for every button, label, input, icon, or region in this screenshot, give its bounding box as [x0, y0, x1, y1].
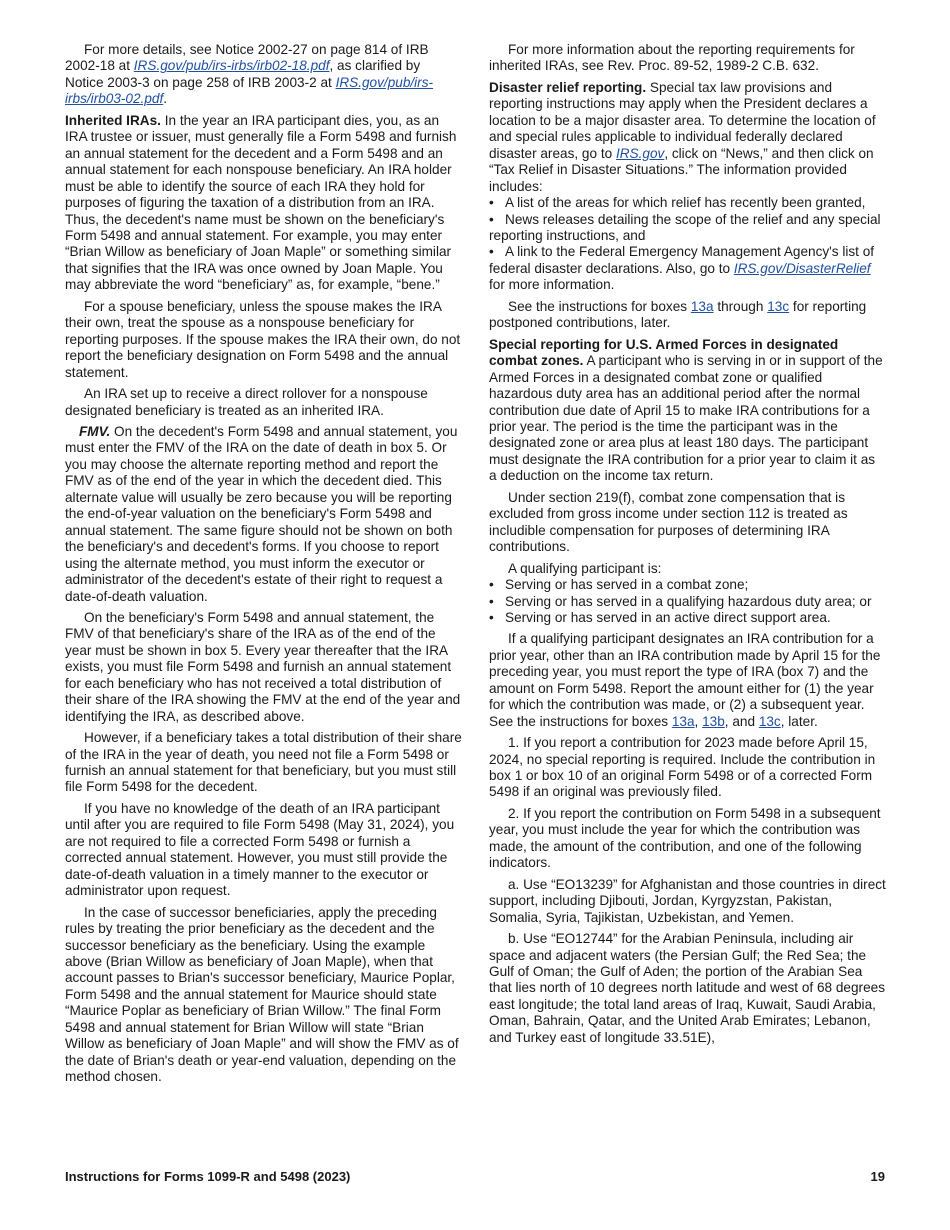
bullet-icon: • [489, 244, 494, 260]
box-13c-link[interactable]: 13c [767, 298, 790, 314]
list-item [489, 244, 886, 293]
bullet-icon: • [489, 609, 494, 625]
bullet-text: Serving or has served in a qualifying hazardous duty area; or [505, 593, 872, 609]
notice-paragraph [65, 42, 462, 108]
list-item [489, 195, 886, 211]
bullet-icon: • [489, 195, 494, 211]
box-13a-link[interactable]: 13a [671, 713, 695, 729]
bullet-text: News releases detailing the scope of the relief and any special reporting instructions, and [489, 211, 881, 243]
list-item [489, 212, 886, 245]
box-13a-link[interactable]: 13a [690, 298, 714, 314]
list-item [489, 577, 886, 593]
list-item [489, 610, 886, 626]
irb02-18-link[interactable]: IRS.gov/pub/irs-irbs/irb02-18.pdf [133, 58, 330, 74]
see-text-a: See the instructions for boxes [508, 298, 691, 314]
footer-title: Instructions for Forms 1099-R and 5498 (2023) [65, 1169, 351, 1184]
rule-1-paragraph: 1. If you report a contribution for 2023 made before April 15, 2024, no special reporting is required. Include the contribution in box 1 or box 10 of an original Form 5498 or of a corrected Form 5498 if an original was previously filed. [489, 735, 876, 800]
indicator-b-paragraph: b. Use “EO12744” for the Arabian Peninsula, including air space and adjacent waters (the Persian Gulf; the Red Sea; the Gulf of Oman; the Gulf of Aden; the portion of the Arabian Sea that lies north of 10 degrees north latitude and west of 68 degrees east longitude; the total land areas of Iraq, Kuwait, Saudi Arabia, Oman, Bahrain, Qatar, and the United Arab Emirates; Lebanon, and Turkey east of longitude 33.51E), [489, 931, 885, 1045]
bullet-icon: • [489, 211, 494, 227]
armed-forces-paragraph [489, 337, 886, 485]
indicator-a-paragraph: a. Use “EO13239” for Afghanistan and those countries in direct support, including Djibouti, Jordan, Kyrgyzstan, Pakistan, Somalia, Syria, Tajikistan, Uzbekistan, and Yemen. [489, 876, 886, 925]
fmv-paragraph [65, 424, 462, 605]
armed-forces-text: A participant who is serving in or in support of the Armed Forces in a designated combat zone or qualified hazardous duty area has an additional period after the normal contribution due date of April 15 to make IRA contributions for a prior year. The period is the time the participant was in the designated zone or area plus at least 180 days. The participant must designate the IRA contribution for a prior year to claim it as a deduction on the income tax return. [489, 353, 883, 484]
bullet-text: A link to the Federal Emergency Management Agency's list of federal disaster declarations. Also, go to [489, 244, 875, 276]
designation-text-d: , later. [780, 713, 818, 729]
inherited-iras-paragraph [65, 113, 462, 294]
inherited-iras-text: In the year an IRA participant dies, you, as an IRA trustee or issuer, must generally file a Form 5498 and furnish an annual statement for the decedent and a Form 5498 and an annual statement for each nonspouse beneficiary. An IRA holder must be able to identify the source of each IRA they hold for purposes of figuring the taxation of a distribution from an IRA. Thus, the decedent's name must be shown on the beneficiary's Form 5498 and annual statement. For example, you may enter “Brian Willow as beneficiary of Joan Maple” or something similar that signifies that the IRA was once owned by Joan Maple. You may abbreviate the word “beneficiary” as, for example, “bene.” [65, 112, 457, 293]
disaster-relief-text-b: , click on “News,” and then click on “Tax Relief in Disaster Situations.” The information provided includes: [489, 145, 874, 194]
disaster-relief-text-a: Special tax law provisions and reporting instructions may apply when the President declares a location to be a major disaster area. To determine the location of and special rules applicable to individual federally declared disaster areas, go to [489, 79, 876, 161]
bullet-icon: • [489, 593, 494, 609]
see-text-b: through [713, 298, 768, 314]
left-column [65, 42, 462, 1091]
successor-beneficiaries-paragraph: In the case of successor beneficiaries, apply the preceding rules by treating the prior beneficiary as the decedent and the successor beneficiary as the beneficiary. Using the example above (Brian Willow as beneficiary of Joan Maple), when that account passes to Brian's successor beneficiary, Maurice Poplar, Form 5498 and the annual statement for Maurice should state “Maurice Poplar as beneficiary of Brian Willow.” The final Form 5498 and annual statement for Brian Willow will state “Brian Willow as beneficiary of Joan Maple” and will show the FMV as of the date of Brian's death or year-end valuation, depending on the method chosen. [65, 904, 459, 1085]
total-distribution-paragraph: However, if a beneficiary takes a total distribution of their share of the IRA in the year of death, you need not file a Form 5498 or furnish an annual statement for that beneficiary, but you must still file Form 5498 for the decedent. [65, 730, 462, 795]
box-13b-link[interactable]: 13b [702, 713, 725, 729]
bullet-text: A list of the areas for which relief has recently been granted, [505, 195, 866, 211]
notice-text-b: , as clarified by Notice 2003-3 on page 258 of IRB 2003-2 at [65, 58, 421, 90]
page-number: 19 [870, 1169, 885, 1184]
notice-text-a: For more details, see Notice 2002-27 on page 814 of IRB 2002-18 at [65, 42, 429, 74]
beneficiary-fmv-paragraph: On the beneficiary's Form 5498 and annual statement, the FMV of that beneficiary's share of the IRA as of the end of the year must be shown in box 5. Every year thereafter that the IRA exists, you must file Form 5498 and furnish an annual statement for each beneficiary who has not received a total distribution of their share of the IRA showing the FMV at the end of the year and identifying the IRA, as described above. [65, 609, 461, 724]
rev-proc-paragraph: For more information about the reporting requirements for inherited IRAs, see Rev. Proc. 89-52, 1989-2 C.B. 632. [489, 42, 855, 74]
disaster-relief-paragraph [489, 80, 886, 195]
direct-rollover-paragraph: An IRA set up to receive a direct rollover for a nonspouse designated beneficiary is treated as an inherited IRA. [65, 386, 428, 418]
see-text-c: for reporting postponed contributions, later. [489, 298, 867, 331]
bullet-text: Serving or has served in a combat zone; [505, 577, 749, 593]
designation-text-a: If a qualifying participant designates an IRA contribution for a prior year, other than an IRA contribution made by April 15 for the preceding year, you must report the type of IRA (box 7) and the amount on Form 5498. Report the amount either for (1) the year for which the contribution was made, or (2) a subsequent year. See the instructions for boxes [489, 631, 881, 729]
fmv-heading: FMV. [79, 423, 111, 439]
bullet-text-end: for more information. [489, 277, 615, 293]
designation-text-b: , [694, 713, 703, 729]
right-column [489, 42, 886, 1051]
inherited-iras-heading: Inherited IRAs. [65, 112, 161, 128]
designation-text-c: , and [724, 713, 759, 729]
armed-forces-heading: Special reporting for U.S. Armed Forces in designated combat zones. [489, 336, 839, 369]
bullet-icon: • [489, 577, 494, 593]
spouse-beneficiary-paragraph: For a spouse beneficiary, unless the spouse makes the IRA their own, treat the spouse as a nonspouse beneficiary for reporting purposes. If the spouse makes the IRA their own, do not report the beneficiary designation on Form 5498 and the annual statement. [65, 298, 461, 380]
disaster-relief-link[interactable]: IRS.gov/DisasterRelief [733, 260, 871, 276]
box-13c-link[interactable]: 13c [758, 713, 781, 729]
list-item [489, 594, 886, 610]
fmv-text: On the decedent's Form 5498 and annual statement, you must enter the FMV of the IRA on the date of death in box 5. Or you may choose the alternate reporting method and report the FMV as of the end of the year in which the decedent died. This alternate value will usually be zero because you will be reporting the end-of-year valuation on the beneficiary's Form 5498 and annual statement. The same figure should not be shown on both the beneficiary's and decedent's forms. If you choose to report using the alternate method, you must inform the executor or administrator of the decedent's estate of their right to request a date-of-death valuation. [65, 423, 458, 604]
section-219f-paragraph: Under section 219(f), combat zone compensation that is excluded from gross income under section 112 is treated as includible compensation for purposes of determining IRA contributions. [489, 489, 848, 555]
qualifying-designation-paragraph [489, 631, 886, 730]
no-knowledge-paragraph: If you have no knowledge of the death of an IRA participant until after you are required to file Form 5498 (May 31, 2024), you are not required to file a corrected Form 5498 or furnish a corrected annual statement. However, you must still provide the date-of-death valuation in a timely manner to the executor or administrator upon request. [65, 800, 455, 899]
irb03-02-link[interactable]: IRS.gov/pub/irs-irbs/irb03-02.pdf [65, 74, 434, 107]
bullet-text: Serving or has served in an active direct support area. [505, 609, 831, 625]
qualifying-participant-paragraph: A qualifying participant is: [508, 560, 662, 576]
irs-gov-link[interactable]: IRS.gov [615, 145, 665, 161]
rule-2-paragraph: 2. If you report the contribution on Form 5498 in a subsequent year, you must include the year for which the contribution was made, the amount of the contribution, and one of the following indicators. [489, 805, 881, 871]
disaster-relief-heading: Disaster relief reporting. [489, 79, 647, 95]
see-instructions-paragraph [489, 299, 886, 332]
notice-text-c: . [163, 91, 168, 107]
